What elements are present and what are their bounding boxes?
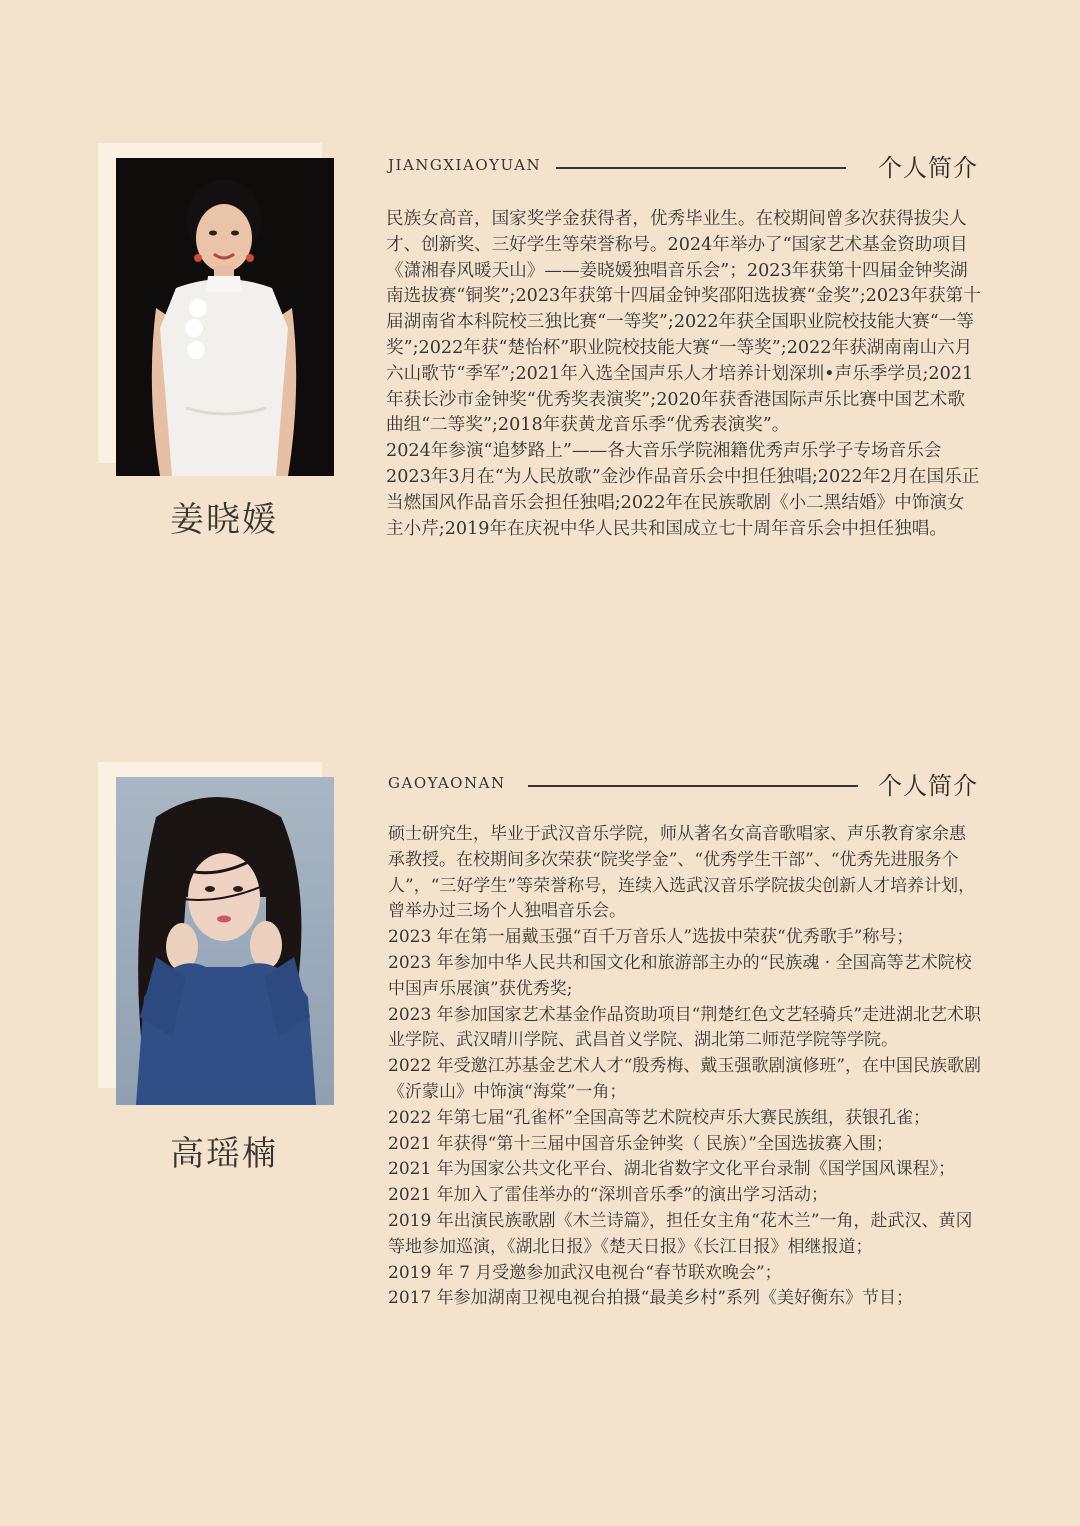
bio-paragraph: 2023 年参加国家艺术基金作品资助项目“荆楚红色文艺轻骑兵”走进湖北艺术职业学院、武汉晴川学院、武昌首义学院、湖北第二师范学院等学院。 (388, 1004, 982, 1051)
bio-paragraph: 2019 年 7 月受邀参加武汉电视台“春节联欢晚会”； (388, 1262, 782, 1283)
header-divider (528, 785, 858, 787)
bio-paragraph: 2021 年加入了雷佳举办的“深圳音乐季”的演出学习活动； (388, 1185, 829, 1206)
bio-paragraph: 2023 年参加中华人民共和国文化和旅游部主办的“民族魂 · 全国高等艺术院校中国声乐展演”获优秀奖; (388, 952, 972, 999)
pinyin-name: JIANGXIAOYUAN (388, 156, 542, 174)
bio-paragraph: 2017 年参加湖南卫视电视台拍摄“最美乡村”系列《美好衡东》节目； (388, 1288, 914, 1309)
bio-paragraph: 2022 年第七届“孔雀杯”全国高等艺术院校声乐大赛民族组，获银孔雀； (388, 1107, 931, 1128)
bio-paragraph: 2023 年在第一届戴玉强“百千万音乐人”选拔中荣获“优秀歌手”称号； (388, 927, 914, 948)
section-title: 个人简介 (878, 154, 978, 182)
header-divider (556, 167, 846, 169)
bio-text (386, 207, 982, 542)
bio-paragraph: 2022 年受邀江苏基金艺术人才“殷秀梅、戴玉强歌剧演修班”，在中国民族歌剧《沂蒙山》中饰演“海棠”一角； (388, 1056, 982, 1102)
bio-text (388, 822, 982, 1312)
pinyin-name: GAOYAONAN (388, 774, 506, 792)
portrait-photo (116, 158, 334, 476)
section-header (388, 148, 978, 184)
bio-paragraph: 2021 年为国家公共文化平台、湖北省数字文化平台录制《国学国风课程》； (388, 1159, 956, 1180)
section-title: 个人简介 (878, 772, 978, 800)
bio-paragraph: 2019 年出演民族歌剧《木兰诗篇》，担任女主角“花木兰”一角，赴武汉、黄冈等地参加巡演，《湖北日报》《楚天日报》《长江日报》相继报道； (388, 1210, 973, 1257)
bio-paragraph: 2024年参演“追梦路上”——各大音乐学院湘籍优秀声乐学子专场音乐会2023年3月在“为人民放歌”金沙作品音乐会中担任独唱;2022年2月在国乐正当燃国风作品音乐会担任独唱;2022年在民族歌剧《小二黑结婚》中饰演女主小芹;2019年在庆祝中华人民共和国成立七十周年音乐会中担任独唱。 (386, 441, 980, 539)
profile-name: 姜晓媛 (170, 500, 278, 540)
section-header (388, 766, 978, 802)
bio-paragraph: 2021 年获得“第十三届中国音乐金钟奖（ 民族）”全国选拔赛入围； (388, 1133, 893, 1154)
bio-paragraph: 民族女高音，国家奖学金获得者，优秀毕业生。在校期间曾多次获得拔尖人才、创新奖、三好学生等荣誉称号。2024年举办了“国家艺术基金资助项目《潇湘春风暖天山》——姜晓媛独唱音乐会”；2023年获第十四届金钟奖湖南选拔赛“铜奖”;2023年获第十四届金钟奖邵阳选拔赛“金奖”;2023年获第十届湖南省本科院校三独比赛“一等奖”;2022年获全国职业院校技能大赛“一等奖”;2022年获“楚怡杯”职业院校技能大赛“一等奖”;2022年获湖南南山六月六山歌节“季军”;2021年入选全国声乐人才培养计划深圳•声乐季学员;2021年获长沙市金钟奖“优秀奖表演奖”;2020年获香港国际声乐比赛中国艺术歌曲组“二等奖”;2018年获黄龙音乐季“优秀表演奖”。 (386, 209, 981, 436)
profile-name: 高瑶楠 (170, 1134, 278, 1174)
bio-paragraph: 硕士研究生，毕业于武汉音乐学院，师从著名女高音歌唱家、声乐教育家余惠承教授。在校期间多次荣获“院奖学金”、“优秀学生干部”、“优秀先进服务个人”，“三好学生”等荣誉称号，连续入选武汉音乐学院拔尖创新人才培养计划，曾举办过三场个人独唱音乐会。 (388, 824, 976, 922)
portrait-photo (116, 777, 334, 1105)
